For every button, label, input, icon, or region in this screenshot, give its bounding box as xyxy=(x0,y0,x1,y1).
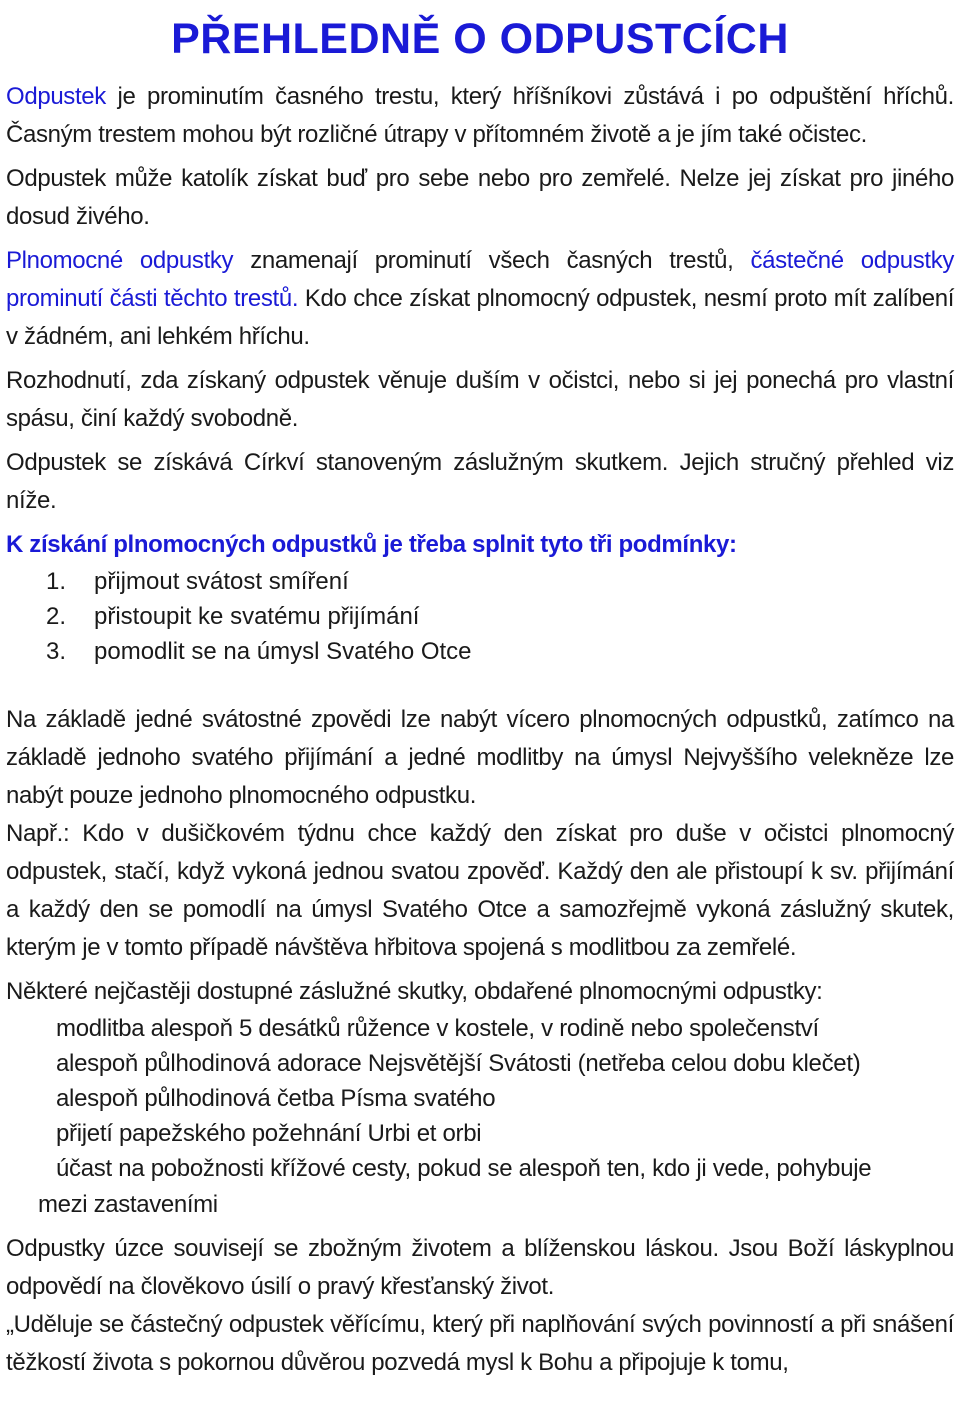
conditions-list xyxy=(6,564,954,669)
list-item: alespoň půlhodinová adorace Nejsvětější Svátosti (netřeba celou dobu klečet) xyxy=(56,1050,861,1077)
list-item: 1. přijmout svátost smíření xyxy=(46,568,349,595)
intro-paragraph xyxy=(6,78,954,154)
document-page xyxy=(6,0,954,1382)
paragraph-decision: Rozhodnutí, zda získaný odpustek věnuje duším v očistci, nebo si jej ponechá pro vlastní spásu, činí každý svobodně. xyxy=(6,367,954,432)
list-item: účast na pobožnosti křížové cesty, pokud se alespoň ten, kdo ji vede, pohybuje xyxy=(56,1155,872,1182)
list-item: 2. přistoupit ke svatému přijímání xyxy=(46,603,420,630)
paragraph-who: Odpustek může katolík získat buď pro sebe nebo pro zemřelé. Nelze jej získat pro jiného dosud živého. xyxy=(6,165,954,230)
works-list xyxy=(6,1011,954,1186)
works-continuation: mezi zastaveními xyxy=(38,1191,218,1218)
term-plenary: Plnomocné odpustky xyxy=(6,247,234,274)
paragraph-plenary: Plnomocné odpustky znamenají prominutí všech časných trestů, částečné odpustky prominutí části těchto trestů. Kdo chce získat plnomocný odpustek, nesmí proto mít zalíbení v žádném, ani lehkém hříchu. xyxy=(6,247,955,350)
quote-paragraph: „Uděluje se částečný odpustek věřícímu, který při naplňování svých povinností a při snášení těžkostí života s pokornou důvěrou pozvedá mysl k Bohu a připojuje k tomu, xyxy=(6,1311,954,1376)
paragraph-works: Odpustek se získává Církví stanoveným záslužným skutkem. Jejich stručný přehled viz níže. xyxy=(6,449,954,514)
works-heading: Některé nejčastěji dostupné záslužné skutky, obdařené plnomocnými odpustky: xyxy=(6,978,823,1005)
intro-text: je prominutím časného trestu, který hříšníkovi zůstává i po odpuštění hříchů. Časným trestem mohou být rozličné útrapy v přítomném životě a je jím také očistec. xyxy=(6,83,954,148)
list-item: 3. pomodlit se na úmysl Svatého Otce xyxy=(46,638,472,665)
term-partial: částečné odpustky prominutí části těchto trestů. xyxy=(6,247,954,312)
paragraph-example: Např.: Kdo v dušičkovém týdnu chce každý den získat pro duše v očistci plnomocný odpustek, stačí, když vykoná jednou svatou zpověď. Každý den ale přistoupí k sv. přijímání a každý den se pomodlí na úmysl Svatého Otce a samozřejmě vykoná záslužný skutek, kterým je v tomto případě návštěva hřbitova spojená s modlitbou za zemřelé. xyxy=(6,820,954,961)
paragraph-confession: Na základě jedné svátostné zpovědi lze nabýt vícero plnomocných odpustků, zatímco na základě jednoho svatého přijímání a jedné modlitby na úmysl Nejvyššího velekněze lze nabýt pouze jednoho plnomocného odpustku. xyxy=(6,706,954,809)
term-odpustek: Odpustek xyxy=(6,83,106,110)
conditions-heading: K získání plnomocných odpustků je třeba splnit tyto tři podmínky: xyxy=(6,531,737,558)
list-item: přijetí papežského požehnání Urbi et orbi xyxy=(56,1120,482,1147)
page-title: PŘEHLEDNĚ O ODPUSTCÍCH xyxy=(171,15,789,63)
list-item: modlitba alespoň 5 desátků růžence v kostele, v rodině nebo společenství xyxy=(56,1015,819,1042)
paragraph-love: Odpustky úzce souvisejí se zbožným životem a blíženskou láskou. Jsou Boží láskyplnou odpovědí na člověkovo úsilí o pravý křesťanský život. xyxy=(6,1235,954,1300)
list-item: alespoň půlhodinová četba Písma svatého xyxy=(56,1085,496,1112)
